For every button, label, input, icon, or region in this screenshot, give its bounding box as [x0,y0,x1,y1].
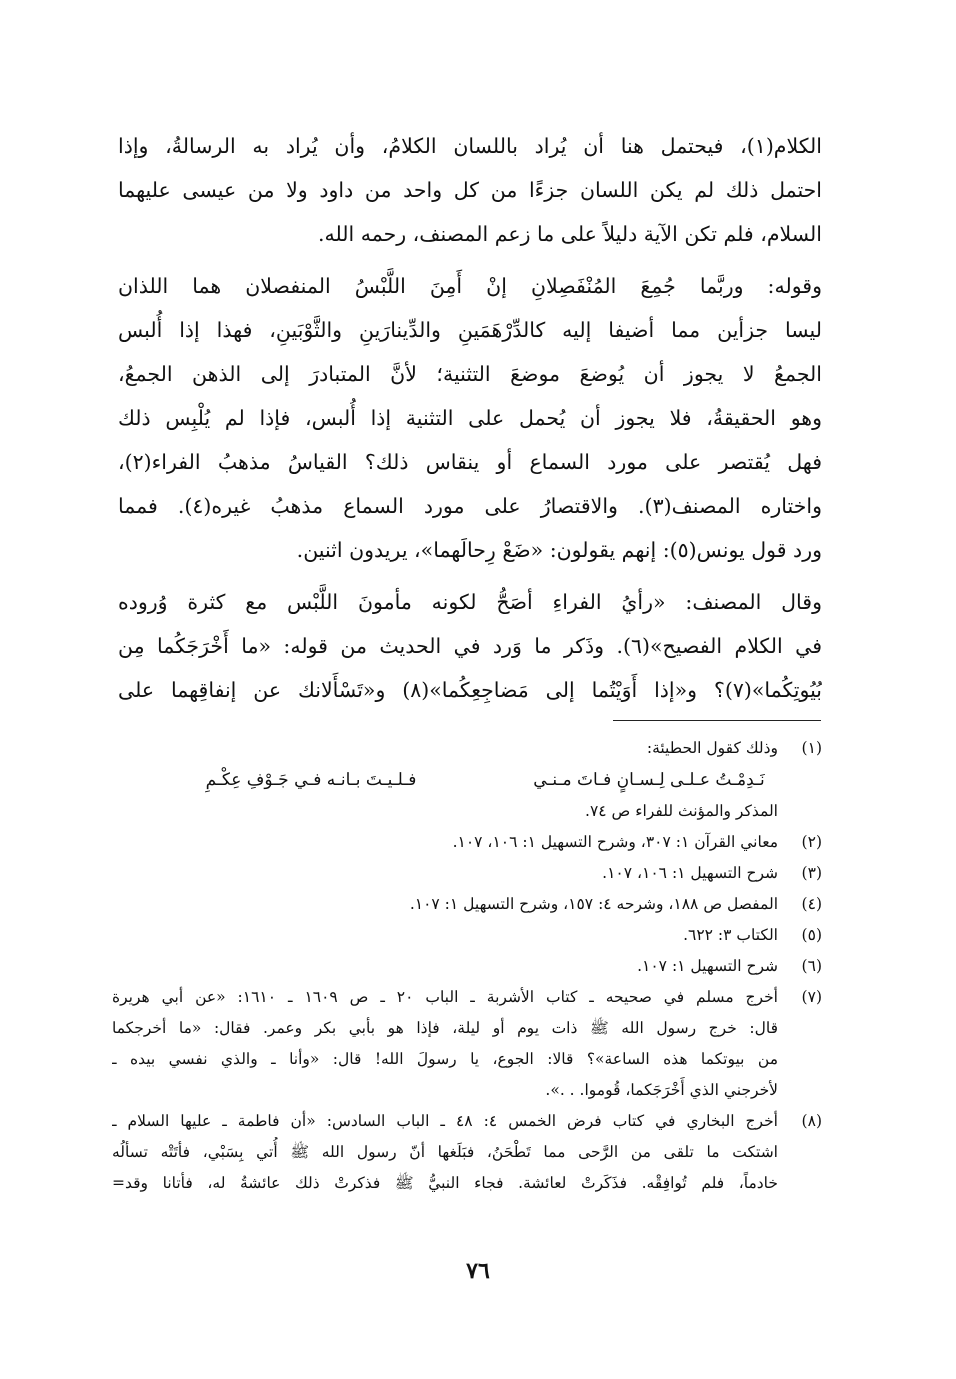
footnote-5 [112,920,822,951]
footnote-3 [112,858,822,889]
footnote-4 [112,889,822,920]
footnote-6 [112,951,822,982]
footnotes [112,733,822,1199]
footnote-line: معاني القرآن ١: ٣٠٧، وشرح التسهيل ١: ١٠٦، ١٠٧. [452,833,778,851]
verse-second-hemistich: فـلـيـتَ بـانـه فـي جَـوْفِ عِكْـمِ [205,770,417,790]
footnote-line: أخرج مسلم في صحيحه ـ كتاب الأشربة ـ الباب ٢٠ ـ ص ١٦٠٩ ـ ١٦١٠: «عن أبي هريرة [112,988,778,1006]
body-line: فهل يُقتصر على مورد السماع أو ينقاس ذلك؟ القياسُ مذهبُ الفراء(٢)، [118,450,822,474]
footnote-line: قال: خرج رسول الله ﷺ ذات يوم أو ليلة، فإذا هو بأبي بكر وعمر. فقال: «ما أخرجكما [112,1019,778,1037]
footnote-line: اشتكت ما تلقى من الرَّحى مما تَطْحَنُ، فبَلَغها أنّ رسول الله ﷺ أُتي بِسَبْي، فأتَتْه تسألُه [112,1143,778,1161]
body-line: بُيُوتِكُما»(٧)؟ و«إذا أَوَيْتُما إلى مَضاجِعِكُما»(٨) و«تَسْأَلانك عن إنفاقِهما على [118,678,822,702]
body-line: احتمل ذلك لم يكن اللسان جزءًا من كل واحد من داود ولا من عيسى عليهما [118,178,822,202]
body-line: ورد قول يونس(٥): إنهم يقولون: «ضَعْ رِحالَهما»، يريدون اثنين. [296,538,822,562]
footnote-7 [112,982,822,1106]
footnote-number: (٥) [801,926,822,944]
footnote-number: (٦) [801,957,822,975]
footnote-line: المذكر والمؤنث للفراء ص ٧٤. [585,802,778,820]
footnote-number: (١) [801,739,822,757]
footnote-number: (٢) [801,833,822,851]
poetry-verse [112,764,822,796]
footnote-line: وذلك كقول الحطيئة: [646,739,778,757]
body-line: الكلام(١)، فيحتمل هنا أن يُراد باللسان الكلامُ، وأن يُراد به الرسالةُ، وإذا [118,134,822,158]
body-line: في الكلام الفصيح»(٦). وذَكر ما وَرد في الحديث من قوله: «ما أَخْرَجَكُما مِن [118,634,822,658]
main-text [118,124,822,712]
footnote-2 [112,827,822,858]
body-line: واختاره المصنف(٣). والاقتصارُ على مورد السماع مذهبُ غيره(٤). فمما [118,494,822,518]
footnote-number: (٣) [801,864,822,882]
footnote-1 [112,733,822,764]
body-line: وهو الحقيقةُ، فلا يجوز أن يُحمل على التثنية إذا أُلبس، فإذا لم يُلْبِس ذلك [118,406,822,430]
footnote-number: (٨) [801,1112,822,1130]
footnote-separator [613,720,821,721]
footnote-line: الكتاب ٣: ٦٢٢. [683,926,778,944]
footnote-8 [112,1106,822,1199]
body-line: وقوله: وربَّما جُمِعَ المُنْفَصِلانِ إنْ أَمِنَ اللَّبْسُ المنفصلان هما اللذان [118,274,822,298]
body-line: ليسا جزأين مما أضيفا إليه كالدِّرْهَمَينِ والدِّينارَينِ والثَّوْبَينِ، فهذا إذا أُلبس [118,318,822,342]
page-number: ٧٦ [466,1258,490,1284]
body-line: وقال المصنف: «رأيُ الفراءِ أصَحُّ لكونه مأمونَ اللَّبْس مع كثرة وُروده [118,590,822,614]
footnote-line: لأخرجني الذي أَخْرَجَكما، قُوموا. . .». [545,1081,778,1099]
body-line: السلام، فلم تكن الآية دليلاً على ما زعم المصنف، رحمه الله. [317,222,822,246]
footnote-line: أخرج البخاري في كتاب فرض الخمس ٤: ٤٨ ـ الباب السادس: «أن فاطمة ـ عليها السلام ـ [112,1112,778,1130]
footnote-line: المفصل ص ١٨٨، وشرحه ٤: ١٥٧، وشرح التسهيل ١: ١٠٧. [409,895,778,913]
footnote-line: شرح التسهيل ١: ١٠٦، ١٠٧. [602,864,778,882]
footnote-number: (٧) [801,988,822,1006]
footnote-number: (٤) [801,895,822,913]
footnote-line: خادماً، فلم تُوافِقْه. فذَكَرتْ لعائشة. فجاء النبيُّ ﷺ فذكرتْ ذلك عائشةُ له، فأتانا وقد= [112,1174,778,1192]
footnote-line: شرح التسهيل ١: ١٠٧. [637,957,778,975]
verse-first-hemistich: نَـدِمْـتُ عـلـى لِـسـانٍ فـاتَ مـنـي [533,770,765,790]
body-line: الجمعُ لا يجوز أن يُوضعَ موضعَ التثنية؛ لأنَّ المتبادرَ إلى الذهن الجمعُ، [118,362,822,386]
footnote-line: من بيوتكما هذه الساعة»؟ قالا: الجوع، يا رسولَ الله! قال: «وأنا ـ والذي نفسي بيده ـ [112,1050,778,1068]
